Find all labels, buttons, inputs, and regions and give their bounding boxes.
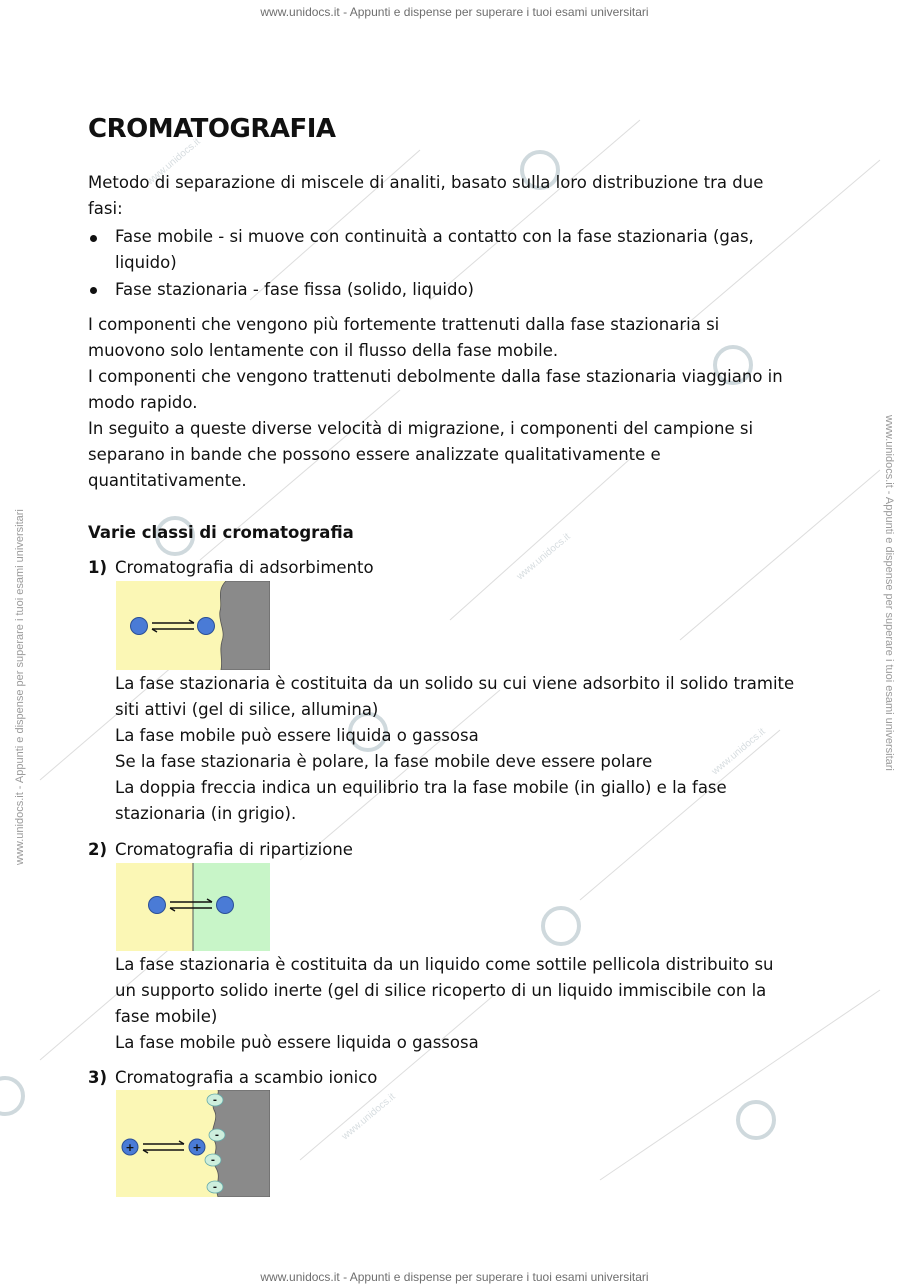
section-number: 1) — [88, 558, 108, 577]
watermark-header: www.unidocs.it - Appunti e dispense per superare i tuoi esami universitari — [260, 5, 649, 19]
bullet-dot-icon — [90, 235, 97, 242]
svg-text:www.unidocs.it: www.unidocs.it — [339, 1091, 398, 1143]
section-title: Cromatografia di adsorbimento — [115, 558, 374, 577]
paragraph-line: I componenti che vengono trattenuti debolmente dalla fase stazionaria viaggiano in — [88, 367, 783, 386]
anion-minus-label: - — [214, 1130, 220, 1141]
watermark-logo-icon — [543, 908, 579, 944]
paragraph-line: In seguito a queste diverse velocità di migrazione, i componenti del campione si — [88, 419, 754, 438]
paragraph-line: quantitativamente. — [88, 471, 247, 490]
bullet-item: Fase mobile - si muove con continuità a contatto con la fase stazionaria (gas, — [115, 227, 754, 246]
section-title: Cromatografia a scambio ionico — [115, 1068, 378, 1087]
section-text-line: siti attivi (gel di silice, allumina) — [115, 700, 379, 719]
section-text-line: La fase mobile può essere liquida o gassosa — [115, 726, 479, 745]
paragraph-line: muovono solo lentamente con il flusso della fase mobile. — [88, 341, 559, 360]
watermark-side-left: www.unidocs.it - Appunti e dispense per superare i tuoi esami universitari — [14, 509, 26, 865]
section-text-line: fase mobile) — [115, 1007, 218, 1026]
section-text-line: stazionaria (in grigio). — [115, 804, 297, 823]
cation-plus-label: + — [125, 1141, 135, 1154]
intro-line: fasi: — [88, 199, 123, 218]
section-heading: Varie classi di cromatografia — [88, 523, 354, 542]
section-number: 2) — [88, 840, 108, 859]
section-text-line: La doppia freccia indica un equilibrio tra la fase mobile (in giallo) e la fase — [115, 778, 727, 797]
section-text-line: Se la fase stazionaria è polare, la fase mobile deve essere polare — [115, 752, 653, 771]
section-title: Cromatografia di ripartizione — [115, 840, 353, 859]
page-title: CROMATOGRAFIA — [88, 114, 336, 144]
watermark-logo-icon — [0, 1078, 23, 1114]
svg-text:www.unidocs.it: www.unidocs.it — [514, 531, 573, 583]
paragraph-line: modo rapido. — [88, 393, 198, 412]
anion-minus-label: - — [210, 1155, 216, 1166]
section-text-line: La fase stazionaria è costituita da un liquido come sottile pellicola distribuito su — [115, 955, 774, 974]
watermark-footer: www.unidocs.it - Appunti e dispense per superare i tuoi esami universitari — [260, 1270, 649, 1284]
bullet-item: Fase stazionaria - fase fissa (solido, liquido) — [115, 280, 474, 299]
svg-text:www.unidocs.it: www.unidocs.it — [709, 726, 768, 778]
watermark-side-right: www.unidocs.it - Appunti e dispense per superare i tuoi esami universitari — [883, 415, 895, 771]
intro-line: Metodo di separazione di miscele di analiti, basato sulla loro distribuzione tra due — [88, 173, 764, 192]
svg-text:www.unidocs.it: www.unidocs.it — [144, 136, 203, 188]
bullet-item-continuation: liquido) — [115, 253, 177, 272]
cation-plus-label: + — [192, 1141, 202, 1154]
paragraph-line: I componenti che vengono più fortemente trattenuti dalla fase stazionaria si — [88, 315, 720, 334]
anion-minus-label: - — [212, 1095, 218, 1106]
bullet-dot-icon — [90, 287, 97, 294]
section-text-line: La fase stazionaria è costituita da un solido su cui viene adsorbito il solido tramite — [115, 674, 795, 693]
partition-figure — [116, 863, 270, 951]
ion-exchange-figure — [116, 1090, 270, 1197]
section-text-line: un supporto solido inerte (gel di silice ricoperto di un liquido immiscibile con la — [115, 981, 767, 1000]
section-text-line: La fase mobile può essere liquida o gassosa — [115, 1033, 479, 1052]
paragraph-line: separano in bande che possono essere analizzate qualitativamente e — [88, 445, 661, 464]
anion-minus-label: - — [212, 1182, 218, 1193]
watermark-logo-icon — [738, 1102, 774, 1138]
adsorption-figure — [116, 581, 270, 670]
section-number: 3) — [88, 1068, 108, 1087]
